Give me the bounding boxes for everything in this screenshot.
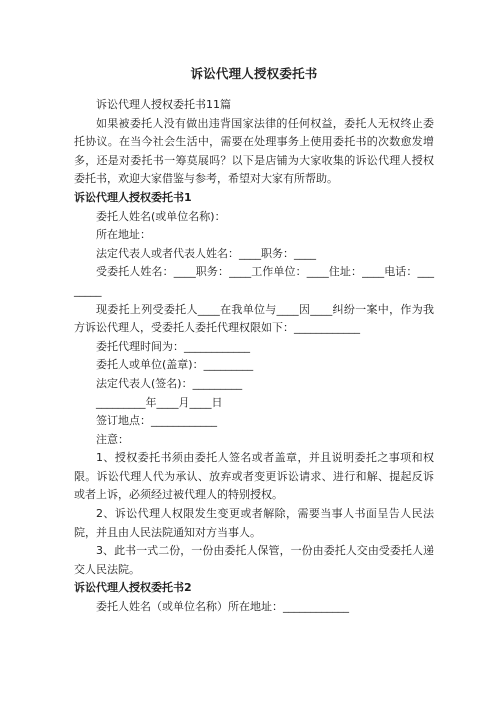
field-signing-place: 签订地点：____________ bbox=[96, 414, 217, 428]
field-address: 所在地址： bbox=[96, 228, 151, 242]
document-subtitle: 诉讼代理人授权委托书11篇 bbox=[96, 98, 231, 111]
section-heading-1: 诉讼代理人授权委托书1 bbox=[74, 190, 192, 204]
field-agent-info: 受委托人姓名：____职务：____工作单位：____住址：____电话：________ bbox=[74, 265, 434, 297]
note-item-2: 2、诉讼代理人权限发生变更或者解除，需要当事人书面呈告人民法院，并且由人民法院通知对方当事人。 bbox=[74, 507, 434, 539]
intro-paragraph: 如果被委托人没有做出违背国家法律的任何权益，委托人无权终止委托协议。在当今社会生活中，需要在处理事务上使用委托书的次数愈发增多，还是对委托书一筹莫展吗？以下是店铺为大家收集的诉讼代理人授权委托书，欢迎大家借鉴与参考，希望对大家有所帮助。 bbox=[74, 116, 434, 186]
field-legal-rep-signature: 法定代表人(签名)：_________ bbox=[96, 376, 243, 390]
notes-label: 注意： bbox=[96, 432, 129, 446]
field-client-name-address: 委托人姓名（或单位名称）所在地址：____________ bbox=[96, 600, 349, 614]
document-title: 诉讼代理人授权委托书 bbox=[190, 66, 318, 81]
delegation-statement: 现委托上列受委托人____在我单位与____因____纠纷一案中，作为我方诉讼代理人，受委托人委托代理权限如下：____________ bbox=[74, 302, 434, 335]
note-item-1: 1、授权委托书须由委托人签名或者盖章，并且说明委托之事项和权限。诉讼代理人代为承认、放弃或者变更诉讼请求、进行和解、提起反诉或者上诉，必须经过被代理人的特别授权。 bbox=[74, 451, 434, 502]
field-client-seal: 委托人或单位(盖章)：_________ bbox=[96, 358, 254, 372]
field-legal-representative: 法定代表人或者代表人姓名：____职务：____ bbox=[96, 246, 316, 260]
section-heading-2: 诉讼代理人授权委托书2 bbox=[74, 581, 192, 595]
field-client-name: 委托人姓名(或单位名称)： bbox=[96, 209, 226, 223]
field-delegation-period: 委托代理时间为：____________ bbox=[96, 339, 250, 353]
field-date: _________年____月____日 bbox=[96, 395, 223, 409]
note-item-3: 3、此书一式二份，一份由委托人保管，一份由委托人交由受委托人递交人民法院。 bbox=[74, 544, 434, 576]
